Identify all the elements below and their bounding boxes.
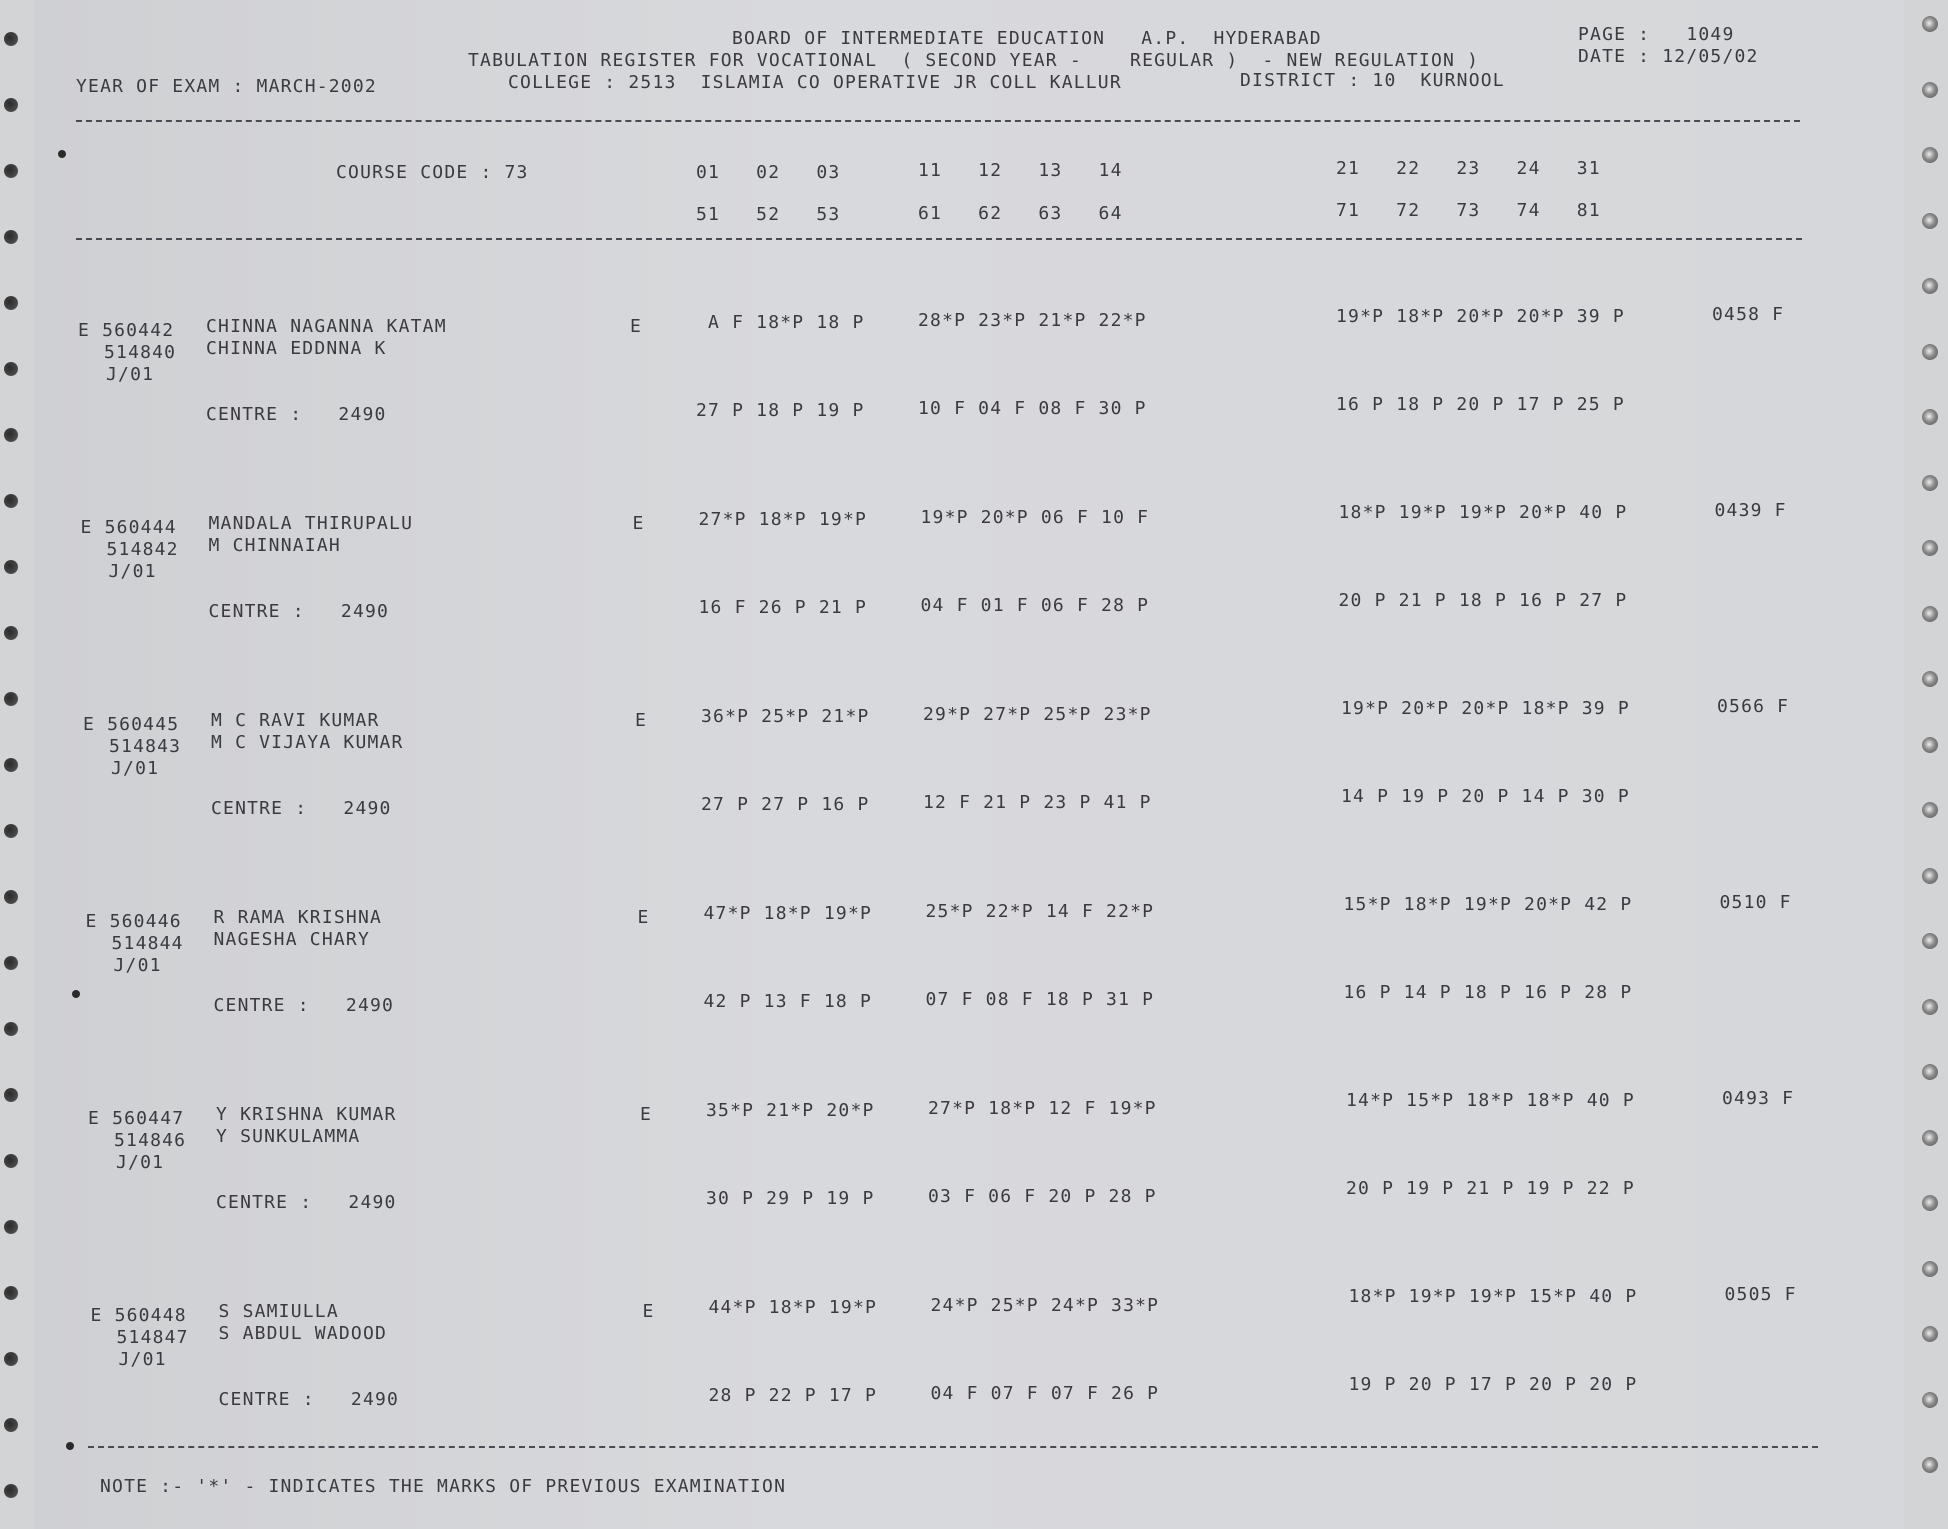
record-medium: E bbox=[642, 1301, 655, 1322]
record-g3: 18*P 19*P 19*P 15*P 40 P bbox=[1348, 1286, 1638, 1307]
record-parent: S ABDUL WADOOD bbox=[218, 1323, 388, 1344]
record-c1: 16 F 26 P 21 P bbox=[698, 597, 868, 618]
tractor-feed-holes-left bbox=[0, 0, 28, 1529]
record-g3: 19*P 20*P 20*P 18*P 39 P bbox=[1341, 698, 1630, 719]
record-g3: 18*P 19*P 19*P 20*P 40 P bbox=[1338, 502, 1628, 523]
feed-hole bbox=[1922, 1195, 1938, 1211]
record-total: 0510 F bbox=[1719, 892, 1792, 913]
record-total: 0458 F bbox=[1712, 304, 1785, 325]
record-reg: 514846 bbox=[114, 1130, 187, 1151]
record-c1: 28 P 22 P 17 P bbox=[708, 1385, 878, 1406]
record-g1: 47*P 18*P 19*P bbox=[703, 903, 873, 924]
feed-hole bbox=[1922, 933, 1938, 949]
record-group: J/01 bbox=[106, 364, 155, 385]
record-c3: 16 P 14 P 18 P 16 P 28 P bbox=[1343, 982, 1633, 1003]
board-title: BOARD OF INTERMEDIATE EDUCATION A.P. HYDERABAD bbox=[732, 28, 1322, 49]
record-total: 0493 F bbox=[1722, 1088, 1795, 1109]
record-reg: 514847 bbox=[116, 1327, 189, 1348]
feed-hole bbox=[1922, 147, 1938, 163]
feed-hole bbox=[1922, 737, 1938, 753]
record-reg: 514840 bbox=[104, 342, 177, 363]
district: DISTRICT : 10 KURNOOL bbox=[1240, 70, 1505, 91]
subject-codes-row1-group2: 11 12 13 14 bbox=[918, 160, 1123, 181]
feed-hole bbox=[4, 1154, 18, 1168]
feed-hole bbox=[4, 1352, 18, 1366]
record-name: M C RAVI KUMAR bbox=[211, 710, 380, 731]
feed-hole bbox=[1922, 82, 1938, 98]
feed-hole bbox=[4, 692, 18, 706]
record-hall: E 560446 bbox=[85, 911, 182, 932]
record-centre: CENTRE : 2490 bbox=[216, 1192, 397, 1213]
feed-hole bbox=[4, 1484, 18, 1498]
feed-hole bbox=[4, 626, 18, 640]
feed-hole bbox=[1922, 16, 1938, 32]
feed-hole bbox=[1922, 344, 1938, 360]
record-c3: 20 P 19 P 21 P 19 P 22 P bbox=[1346, 1178, 1635, 1199]
tractor-feed-holes-right bbox=[1908, 0, 1948, 1529]
record-medium: E bbox=[637, 907, 650, 928]
feed-hole bbox=[1922, 671, 1938, 687]
print-date: DATE : 12/05/02 bbox=[1578, 46, 1759, 67]
feed-hole bbox=[4, 494, 18, 508]
feed-hole bbox=[1922, 475, 1938, 491]
feed-hole bbox=[4, 758, 18, 772]
record-parent: M CHINNAIAH bbox=[208, 535, 341, 556]
speck bbox=[72, 990, 80, 998]
feed-hole bbox=[4, 1022, 18, 1036]
record-g2: 19*P 20*P 06 F 10 F bbox=[920, 507, 1150, 528]
record-g2: 24*P 25*P 24*P 33*P bbox=[930, 1295, 1160, 1316]
record-c3: 14 P 19 P 20 P 14 P 30 P bbox=[1341, 786, 1630, 807]
feed-hole bbox=[4, 98, 18, 112]
feed-hole bbox=[1922, 1261, 1938, 1277]
feed-hole bbox=[1922, 540, 1938, 556]
subject-codes-row2-group1: 51 52 53 bbox=[696, 204, 841, 225]
feed-hole bbox=[4, 428, 18, 442]
feed-hole bbox=[1922, 1392, 1938, 1408]
record-c1: 27 P 27 P 16 P bbox=[701, 794, 870, 815]
record-medium: E bbox=[632, 513, 645, 534]
feed-hole bbox=[4, 362, 18, 376]
record-medium: E bbox=[630, 316, 643, 337]
record-hall: E 560442 bbox=[78, 320, 175, 341]
record-hall: E 560444 bbox=[80, 517, 177, 538]
feed-hole bbox=[4, 1418, 18, 1432]
record-g1: 27*P 18*P 19*P bbox=[698, 509, 868, 530]
feed-hole bbox=[1922, 1064, 1938, 1080]
divider-header bbox=[76, 238, 1802, 240]
feed-hole bbox=[1922, 802, 1938, 818]
divider-top bbox=[76, 120, 1800, 122]
record-c2: 10 F 04 F 08 F 30 P bbox=[918, 398, 1147, 419]
feed-hole bbox=[4, 560, 18, 574]
record-g1: 36*P 25*P 21*P bbox=[701, 706, 870, 727]
record-g1: A F 18*P 18 P bbox=[696, 312, 865, 333]
register-title: TABULATION REGISTER FOR VOCATIONAL ( SECOND YEAR - REGULAR ) - NEW REGULATION ) bbox=[468, 50, 1480, 71]
record-group: J/01 bbox=[116, 1152, 165, 1173]
feed-hole bbox=[4, 956, 18, 970]
record-g2: 29*P 27*P 25*P 23*P bbox=[923, 704, 1152, 725]
record-name: CHINNA NAGANNA KATAM bbox=[206, 316, 447, 337]
record-g1: 35*P 21*P 20*P bbox=[706, 1100, 875, 1121]
feed-hole bbox=[1922, 1130, 1938, 1146]
record-name: R RAMA KRISHNA bbox=[213, 907, 383, 928]
record-hall: E 560445 bbox=[83, 714, 180, 735]
subject-codes-row1-group3: 21 22 23 24 31 bbox=[1336, 158, 1601, 179]
record-c2: 04 F 01 F 06 F 28 P bbox=[920, 595, 1150, 616]
feed-hole bbox=[4, 824, 18, 838]
record-group: J/01 bbox=[118, 1349, 167, 1370]
record-c1: 42 P 13 F 18 P bbox=[703, 991, 873, 1012]
record-c1: 30 P 29 P 19 P bbox=[706, 1188, 875, 1209]
record-g1: 44*P 18*P 19*P bbox=[708, 1297, 878, 1318]
record-name: MANDALA THIRUPALU bbox=[208, 513, 414, 534]
feed-hole bbox=[1922, 213, 1938, 229]
record-centre: CENTRE : 2490 bbox=[208, 601, 390, 622]
feed-hole bbox=[4, 296, 18, 310]
record-group: J/01 bbox=[111, 758, 160, 779]
record-parent: CHINNA EDDNNA K bbox=[206, 338, 387, 359]
record-reg: 514843 bbox=[109, 736, 182, 757]
record-g2: 25*P 22*P 14 F 22*P bbox=[925, 901, 1155, 922]
page-number: PAGE : 1049 bbox=[1578, 24, 1735, 45]
subject-codes-row1-group1: 01 02 03 bbox=[696, 162, 841, 183]
course-code: COURSE CODE : 73 bbox=[336, 162, 529, 183]
feed-hole bbox=[1922, 868, 1938, 884]
feed-hole bbox=[1922, 278, 1938, 294]
record-reg: 514844 bbox=[111, 933, 184, 954]
record-total: 0566 F bbox=[1717, 696, 1790, 717]
record-medium: E bbox=[640, 1104, 653, 1125]
record-c3: 16 P 18 P 20 P 17 P 25 P bbox=[1336, 394, 1625, 415]
feed-hole bbox=[1922, 409, 1938, 425]
record-c1: 27 P 18 P 19 P bbox=[696, 400, 865, 421]
record-group: J/01 bbox=[108, 561, 157, 582]
record-g2: 27*P 18*P 12 F 19*P bbox=[928, 1098, 1157, 1119]
record-c3: 20 P 21 P 18 P 16 P 27 P bbox=[1338, 590, 1628, 611]
record-c2: 04 F 07 F 07 F 26 P bbox=[930, 1383, 1160, 1404]
record-name: Y KRISHNA KUMAR bbox=[216, 1104, 397, 1125]
record-group: J/01 bbox=[113, 955, 162, 976]
speck bbox=[66, 1442, 74, 1450]
record-parent: NAGESHA CHARY bbox=[213, 929, 370, 950]
year-of-exam: YEAR OF EXAM : MARCH-2002 bbox=[76, 76, 377, 97]
record-name: S SAMIULLA bbox=[218, 1301, 339, 1322]
feed-hole bbox=[4, 1286, 18, 1300]
record-c2: 12 F 21 P 23 P 41 P bbox=[923, 792, 1152, 813]
record-c3: 19 P 20 P 17 P 20 P 20 P bbox=[1348, 1374, 1638, 1395]
record-hall: E 560447 bbox=[88, 1108, 185, 1129]
feed-hole bbox=[1922, 999, 1938, 1015]
record-medium: E bbox=[635, 710, 648, 731]
record-c2: 07 F 08 F 18 P 31 P bbox=[925, 989, 1155, 1010]
record-total: 0505 F bbox=[1724, 1284, 1797, 1305]
footnote: NOTE :- '*' - INDICATES THE MARKS OF PREVIOUS EXAMINATION bbox=[100, 1476, 787, 1497]
feed-hole bbox=[1922, 606, 1938, 622]
record-parent: M C VIJAYA KUMAR bbox=[211, 732, 404, 753]
record-g3: 14*P 15*P 18*P 18*P 40 P bbox=[1346, 1090, 1635, 1111]
feed-hole bbox=[1922, 1326, 1938, 1342]
record-centre: CENTRE : 2490 bbox=[211, 798, 392, 819]
record-hall: E 560448 bbox=[90, 1305, 187, 1326]
record-parent: Y SUNKULAMMA bbox=[216, 1126, 361, 1147]
feed-hole bbox=[4, 230, 18, 244]
record-centre: CENTRE : 2490 bbox=[206, 404, 387, 425]
record-reg: 514842 bbox=[106, 539, 179, 560]
record-g2: 28*P 23*P 21*P 22*P bbox=[918, 310, 1147, 331]
feed-hole bbox=[4, 890, 18, 904]
subject-codes-row2-group2: 61 62 63 64 bbox=[918, 203, 1123, 224]
feed-hole bbox=[4, 32, 18, 46]
divider-bottom bbox=[88, 1446, 1818, 1448]
feed-hole bbox=[4, 1220, 18, 1234]
feed-hole bbox=[4, 1088, 18, 1102]
college-name: COLLEGE : 2513 ISLAMIA CO OPERATIVE JR COLL KALLUR bbox=[508, 72, 1122, 93]
speck bbox=[58, 150, 66, 158]
record-g3: 15*P 18*P 19*P 20*P 42 P bbox=[1343, 894, 1633, 915]
record-centre: CENTRE : 2490 bbox=[213, 995, 395, 1016]
record-c2: 03 F 06 F 20 P 28 P bbox=[928, 1186, 1157, 1207]
feed-hole bbox=[4, 164, 18, 178]
record-centre: CENTRE : 2490 bbox=[218, 1389, 400, 1410]
record-g3: 19*P 18*P 20*P 20*P 39 P bbox=[1336, 306, 1625, 327]
subject-codes-row2-group3: 71 72 73 74 81 bbox=[1336, 200, 1601, 221]
record-total: 0439 F bbox=[1714, 500, 1787, 521]
feed-hole bbox=[1922, 1457, 1938, 1473]
